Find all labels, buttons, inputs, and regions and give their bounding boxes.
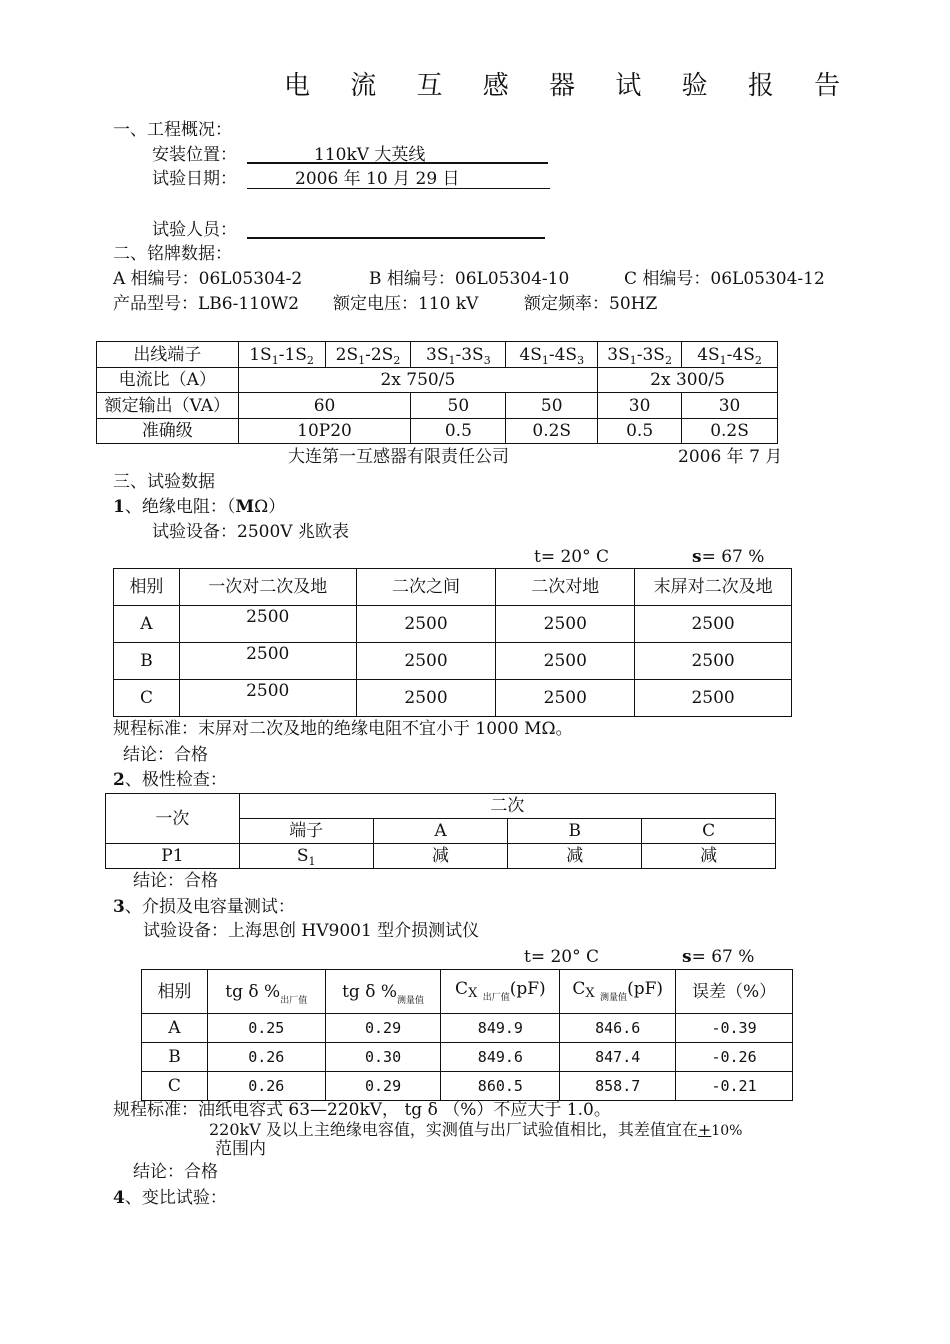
class-row — [97, 419, 778, 444]
phase-cell: A — [142, 1014, 208, 1043]
date-underline — [247, 188, 550, 189]
col-header: 相别 — [142, 970, 208, 1014]
col-header: 误差（%） — [676, 970, 793, 1014]
table-row — [114, 606, 792, 643]
value-cell: 2500 — [635, 606, 792, 643]
output-cell: 30 — [598, 393, 682, 419]
testers-underline — [247, 237, 545, 239]
col-header: 一次对二次及地 — [179, 569, 356, 606]
error-cell: -0.21 — [676, 1072, 793, 1101]
terminal-cell: $4S_1-4S_2$ — [682, 342, 778, 368]
polarity-header-row — [106, 794, 776, 819]
serial-b: B 相编号：06L05304-10 — [369, 269, 570, 289]
col-header: C — [642, 819, 776, 844]
value-cell: 2500 — [635, 680, 792, 717]
phase-cell: A — [114, 606, 180, 643]
insulation-heading: 1、绝缘电阻：（MΩ） — [113, 497, 286, 517]
class-cell: 10P20 — [238, 419, 411, 444]
cx-measured-cell: 846.6 — [560, 1014, 676, 1043]
output-cell: 50 — [411, 393, 506, 419]
result-cell: 减 — [373, 844, 508, 869]
cx-measured-cell: 858.7 — [560, 1072, 676, 1101]
date-value: 2006 年 10 月 29 日 — [295, 169, 460, 189]
terminal-cell: $S_1$ — [239, 844, 373, 869]
primary-cell: P1 — [106, 844, 240, 869]
value-cell: 2500 — [356, 680, 496, 717]
value-cell: 2500 — [356, 606, 496, 643]
value-cell: 2500 — [179, 643, 356, 680]
location-label: 安装位置： — [152, 145, 237, 165]
serial-c: C 相编号：06L05304-12 — [624, 269, 825, 289]
cx-factory-cell: 849.9 — [441, 1014, 560, 1043]
testers-label: 试验人员： — [152, 220, 237, 240]
table-row — [114, 643, 792, 680]
output-row — [97, 393, 778, 419]
col-header: tg δ $\%_{出厂值}$ — [207, 970, 325, 1014]
class-cell: 0.2S — [506, 419, 598, 444]
insulation-temperature: t= 20° C — [534, 547, 610, 567]
table-row — [106, 844, 776, 869]
error-cell: -0.26 — [676, 1043, 793, 1072]
terminal-cell: $3S_1-3S_2$ — [598, 342, 682, 368]
cx-factory-cell: 849.6 — [441, 1043, 560, 1072]
table-row — [114, 680, 792, 717]
result-cell: 减 — [642, 844, 776, 869]
terminal-cell: $4S_1-4S_3$ — [506, 342, 598, 368]
ratio-cell: 2x 300/5 — [598, 368, 778, 393]
polarity-heading: 2、极性检查： — [113, 770, 227, 790]
cx-measured-cell: 847.4 — [560, 1043, 676, 1072]
insulation-table — [113, 568, 792, 717]
col-header: CX $_{出厂值}$(pF) — [441, 970, 560, 1014]
value-cell: 2500 — [356, 643, 496, 680]
col-header: A — [373, 819, 508, 844]
value-cell: 2500 — [179, 680, 356, 717]
col-header: CX $_{测量值}$(pF) — [560, 970, 676, 1014]
phase-cell: B — [142, 1043, 208, 1072]
tg-factory-cell: 0.25 — [207, 1014, 325, 1043]
rated-frequency: 额定频率：50HZ — [524, 294, 658, 314]
table-row — [142, 1043, 793, 1072]
class-cell: 0.2S — [682, 419, 778, 444]
location-value: 110kV 大英线 — [314, 145, 426, 165]
col-header: tg δ $\%_{测量值}$ — [325, 970, 441, 1014]
dielectric-humidity: s= 67 % — [682, 947, 755, 967]
result-cell: 减 — [508, 844, 642, 869]
secondary-header: 二次 — [239, 794, 775, 819]
terminal-cell: $1S_1-1S_2$ — [238, 342, 325, 368]
section1-heading: 一、工程概况： — [113, 120, 232, 140]
class-cell: 0.5 — [411, 419, 506, 444]
col-header: 相别 — [114, 569, 180, 606]
tg-measured-cell: 0.29 — [325, 1014, 441, 1043]
value-cell: 2500 — [496, 606, 635, 643]
rated-voltage: 额定电压：110 kV — [333, 294, 479, 314]
dielectric-equipment: 试验设备：上海思创 HV9001 型介损测试仪 — [143, 921, 480, 941]
date-label: 试验日期： — [152, 169, 237, 189]
dielectric-temperature: t= 20° C — [524, 947, 600, 967]
page-title: 电 流 互 感 器 试 验 报 告 — [284, 71, 857, 101]
ratio-heading: 4、变比试验： — [113, 1188, 227, 1208]
row-label: 额定输出（VA） — [97, 393, 239, 419]
output-cell: 50 — [506, 393, 598, 419]
phase-cell: B — [114, 643, 180, 680]
col-header: B — [508, 819, 642, 844]
tg-measured-cell: 0.30 — [325, 1043, 441, 1072]
insulation-conclusion: 结论：合格 — [123, 745, 208, 765]
value-cell: 2500 — [496, 680, 635, 717]
value-cell: 2500 — [179, 606, 356, 643]
polarity-table — [105, 793, 776, 869]
tg-factory-cell: 0.26 — [207, 1072, 325, 1101]
polarity-conclusion: 结论：合格 — [133, 871, 218, 891]
phase-cell: C — [142, 1072, 208, 1101]
manufacturer: 大连第一互感器有限责任公司 — [288, 447, 509, 467]
row-label: 电流比（A） — [97, 368, 239, 393]
output-cell: 30 — [682, 393, 778, 419]
cx-factory-cell: 860.5 — [441, 1072, 560, 1101]
dielectric-standard-3: 范围内 — [215, 1139, 266, 1159]
phase-cell: C — [114, 680, 180, 717]
terminal-cell: $3S_1-3S_3$ — [411, 342, 506, 368]
col-header: 二次对地 — [496, 569, 635, 606]
section2-heading: 二、铭牌数据： — [113, 244, 232, 264]
dielectric-standard-2: 220kV 及以上主绝缘电容值，实测值与出厂试验值相比，其差值宜在+10% — [209, 1120, 743, 1139]
value-cell: 2500 — [635, 643, 792, 680]
ratio-cell: 2x 750/5 — [238, 368, 598, 393]
row-label: 出线端子 — [97, 342, 239, 368]
section3-heading: 三、试验数据 — [113, 472, 215, 492]
insulation-standard: 规程标准：末屏对二次及地的绝缘电阻不宜小于 1000 MΩ。 — [113, 719, 573, 739]
location-underline — [247, 162, 548, 164]
tg-measured-cell: 0.29 — [325, 1072, 441, 1101]
insulation-humidity: s= 67 % — [692, 547, 765, 567]
class-cell: 0.5 — [598, 419, 682, 444]
tg-factory-cell: 0.26 — [207, 1043, 325, 1072]
table-row — [142, 1014, 793, 1043]
col-header: 二次之间 — [356, 569, 496, 606]
dielectric-heading: 3、介损及电容量测试： — [113, 897, 295, 917]
ratio-row — [97, 368, 778, 393]
table-row — [142, 1072, 793, 1101]
nameplate-table — [96, 341, 778, 444]
product-model: 产品型号：LB6-110W2 — [113, 294, 300, 314]
manufacture-date: 2006 年 7 月 — [678, 447, 783, 467]
terminal-cell: $2S_1-2S_2$ — [325, 342, 411, 368]
col-header: 末屏对二次及地 — [635, 569, 792, 606]
dielectric-conclusion: 结论：合格 — [133, 1162, 218, 1182]
terminals-row — [97, 342, 778, 368]
error-cell: -0.39 — [676, 1014, 793, 1043]
row-label: 准确级 — [97, 419, 239, 444]
terminal-header: 端子 — [239, 819, 373, 844]
insulation-header-row — [114, 569, 792, 606]
output-cell: 60 — [238, 393, 411, 419]
value-cell: 2500 — [496, 643, 635, 680]
primary-header: 一次 — [106, 794, 240, 844]
dielectric-table — [141, 969, 793, 1101]
insulation-equipment: 试验设备：2500V 兆欧表 — [152, 522, 349, 542]
dielectric-standard-1: 规程标准：油纸电容式 63—220kV， tg δ （%）不应大于 1.0。 — [113, 1100, 611, 1120]
dielectric-header-row — [142, 970, 793, 1014]
serial-a: A 相编号：06L05304-2 — [113, 269, 303, 289]
